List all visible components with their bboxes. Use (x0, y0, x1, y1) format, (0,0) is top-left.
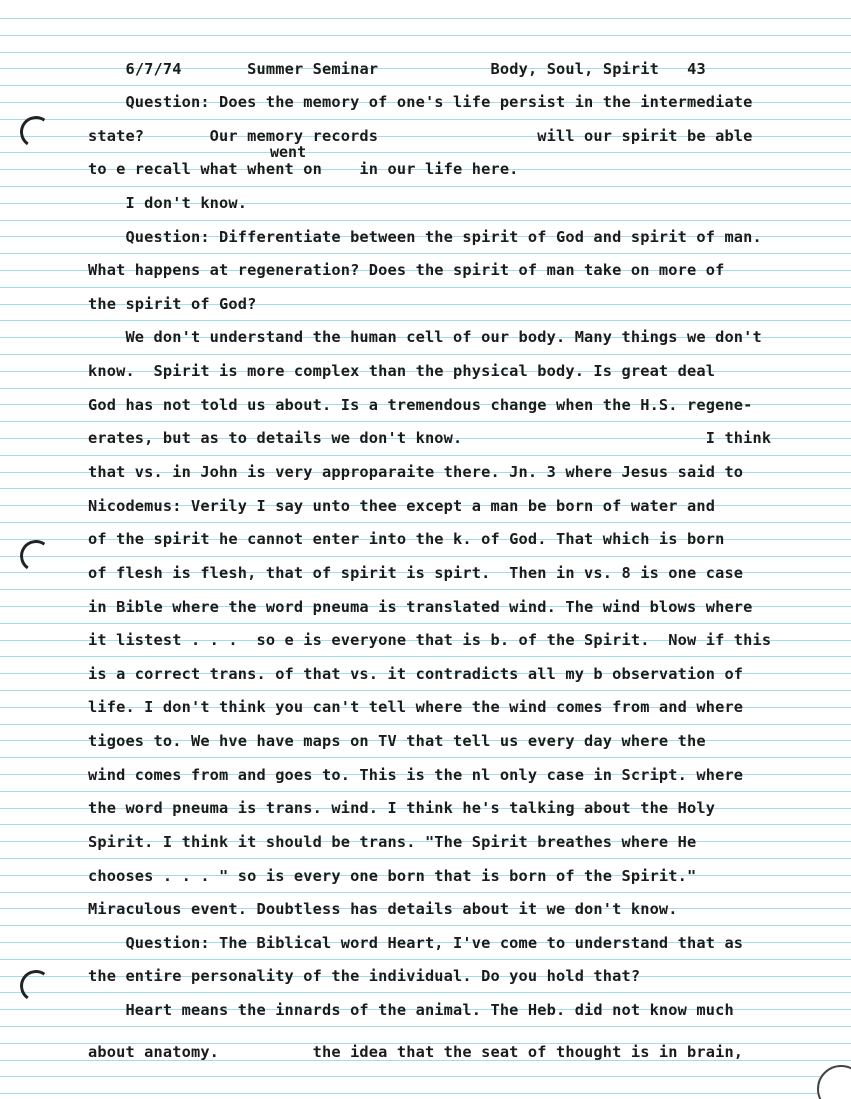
text-line: Question: The Biblical word Heart, I've come to understand that as (88, 934, 744, 952)
text-line: that vs. in John is very approparaite there. Jn. 3 where Jesus said to (88, 463, 744, 481)
text-line: in Bible where the word pneuma is translated wind. The wind blows where (88, 598, 753, 616)
text-line: Question: Does the memory of one's life persist in the intermediate (88, 93, 753, 111)
text-line: of the spirit he cannot enter into the k. of God. That which is born (88, 530, 725, 548)
text-line: is a correct trans. of that vs. it contradicts all my b observation of (88, 665, 744, 683)
rule-line (0, 1076, 851, 1077)
text-line: chooses . . . " so is every one born that is born of the Spirit." (88, 867, 697, 885)
rule-line (0, 186, 851, 187)
text-line: erates, but as to details we don't know. I think (88, 429, 772, 447)
rule-line (0, 724, 851, 725)
rule-line (0, 589, 851, 590)
rule-line (0, 421, 851, 422)
rule-line (0, 220, 851, 221)
header-topic: Body, Soul, Spirit (490, 60, 660, 78)
rule-line (0, 791, 851, 792)
rule-line (0, 1093, 851, 1094)
rule-line (0, 925, 851, 926)
rule-line (0, 959, 851, 960)
text-line: I don't know. (88, 194, 248, 212)
rule-line (0, 858, 851, 859)
rule-line (0, 253, 851, 254)
text-line: Nicodemus: Verily I say unto thee except a man be born of water and (88, 497, 716, 515)
text-line: about anatomy. the idea that the seat of thought is in brain, (88, 1043, 744, 1061)
binder-hole-middle (17, 537, 54, 574)
text-line: Spirit. I think it should be trans. "The Spirit breathes where He (88, 833, 697, 851)
rule-line (0, 388, 851, 389)
text-line: We don't understand the human cell of our body. Many things we don't (88, 328, 762, 346)
rule-line (0, 623, 851, 624)
rule-line (0, 152, 851, 153)
text-line: the entire personality of the individual. Do you hold that? (88, 967, 641, 985)
text-line: to e recall what whent on in our life here. (88, 160, 519, 178)
text-line: the spirit of God? (88, 295, 257, 313)
rule-line (0, 522, 851, 523)
rule-line (0, 287, 851, 288)
page-header (88, 42, 706, 96)
rule-line (0, 892, 851, 893)
handwritten-insertion: went (270, 143, 307, 161)
text-line: of flesh is flesh, that of spirit is spirt. Then in vs. 8 is one case (88, 564, 744, 582)
rule-line (0, 119, 851, 120)
text-line: What happens at regeneration? Does the spirit of man take on more of (88, 261, 725, 279)
page-corner (817, 1065, 851, 1099)
header-page-number: 43 (687, 60, 706, 78)
text-line: wind comes from and goes to. This is the nl only case in Script. where (88, 766, 744, 784)
rule-line (0, 556, 851, 557)
rule-line (0, 320, 851, 321)
text-line: life. I don't think you can't tell where the wind comes from and where (88, 698, 744, 716)
text-line: it listest . . . so e is everyone that is b. of the Spirit. Now if this (88, 631, 772, 649)
text-line: state? Our memory records will our spirit be able (88, 127, 753, 145)
binder-hole-bottom (17, 967, 54, 1004)
text-line: God has not told us about. Is a tremendous change when the H.S. regene- (88, 396, 753, 414)
rule-line (0, 455, 851, 456)
rule-line (0, 354, 851, 355)
rule-line (0, 757, 851, 758)
text-line: Heart means the innards of the animal. The Heb. did not know much (88, 1001, 734, 1019)
rule-line (0, 824, 851, 825)
header-seminar: Summer Seminar (247, 60, 379, 78)
text-line: tigoes to. We hve have maps on TV that tell us every day where the (88, 732, 706, 750)
rule-line (0, 690, 851, 691)
rule-line (0, 18, 851, 19)
text-line: the word pneuma is trans. wind. I think he's talking about the Holy (88, 799, 716, 817)
rule-line (0, 35, 851, 36)
rule-line (0, 1026, 851, 1027)
text-line: Miraculous event. Doubtless has details about it we don't know. (88, 900, 678, 918)
header-date: 6/7/74 (125, 60, 182, 78)
text-line: Question: Differentiate between the spirit of God and spirit of man. (88, 228, 762, 246)
rule-line (0, 992, 851, 993)
text-line: know. Spirit is more complex than the physical body. Is great deal (88, 362, 716, 380)
rule-line (0, 656, 851, 657)
rule-line (0, 488, 851, 489)
